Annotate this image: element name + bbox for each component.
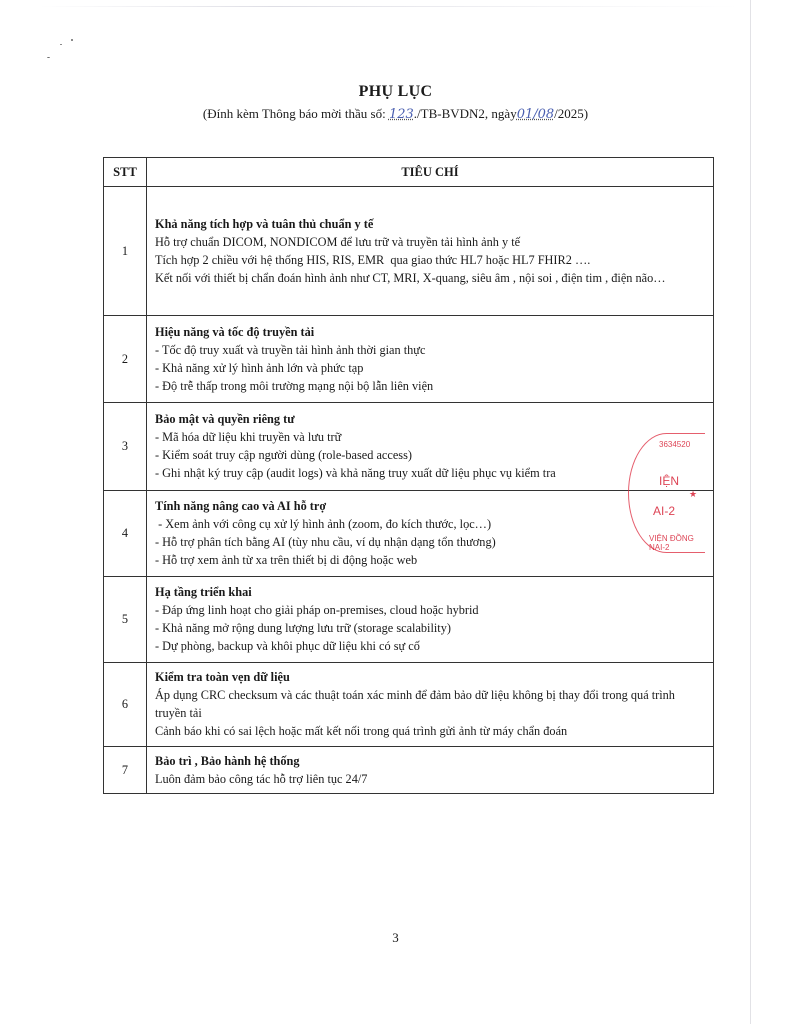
handwritten-date: 01/08 [516, 107, 555, 122]
table-row [104, 187, 714, 316]
scan-speck [47, 57, 50, 58]
table-header-row [104, 158, 714, 187]
handwritten-number: 123 [388, 107, 414, 122]
stamp-code: 3634520 [659, 440, 691, 449]
row-number: 2 [104, 316, 147, 403]
criteria-title: Kiểm tra toàn vẹn dữ liệu [155, 670, 290, 684]
row-number: 4 [104, 491, 147, 577]
scan-speck [71, 39, 73, 41]
scan-speck [60, 44, 62, 45]
criteria-title: Khả năng tích hợp và tuân thủ chuẩn y tế [155, 216, 374, 231]
stamp-star: ★ [689, 489, 698, 499]
criteria-line: Tích hợp 2 chiều với hệ thống HIS, RIS, EMR qua giao thức HL7 hoặc HL7 FHIR2 …. [155, 252, 591, 267]
criteria-line: - Đáp ứng linh hoạt cho giải pháp on-premises, cloud hoặc hybrid [155, 603, 479, 617]
criteria-line: - Tốc độ truy xuất và truyền tải hình ảnh thời gian thực [155, 342, 426, 357]
criteria-line: Hỗ trợ chuẩn DICOM, NONDICOM để lưu trữ và truyền tải hình ảnh y tế [155, 234, 521, 249]
criteria-line: - Khả năng xử lý hình ảnh lớn và phức tạp [155, 360, 364, 375]
subtitle-middle: ./TB-BVDN2, ngày [413, 106, 517, 121]
criteria-table [103, 157, 714, 794]
criteria-cell [147, 187, 714, 316]
stamp-text-1: IỆN [659, 474, 680, 488]
criteria-title: Bảo trì , Bảo hành hệ thống [155, 753, 300, 768]
criteria-line: - Ghi nhật ký truy cập (audit logs) và khả năng truy xuất dữ liệu phục vụ kiểm tra [155, 466, 556, 480]
criteria-cell [147, 663, 714, 747]
scan-edge-right [750, 0, 751, 1024]
column-header-criteria: TIÊU CHÍ [147, 158, 714, 187]
criteria-line: - Hỗ trợ phân tích bằng AI (tùy nhu cầu, ví dụ nhận dạng tổn thương) [155, 535, 496, 549]
criteria-cell [147, 747, 714, 794]
row-number: 7 [104, 747, 147, 794]
criteria-title: Hạ tầng triển khai [155, 585, 252, 599]
page-title: PHỤ LỤC [358, 83, 433, 100]
table-row [104, 403, 714, 491]
criteria-title: Hiệu năng và tốc độ truyền tải [155, 324, 315, 339]
table-row [104, 747, 714, 794]
criteria-line: Luôn đảm bảo công tác hỗ trợ liên tục 24/7 [155, 771, 368, 786]
table-row [104, 663, 714, 747]
table-row [104, 577, 714, 663]
criteria-body [104, 187, 714, 794]
criteria-line: Cảnh báo khi có sai lệch hoặc mất kết nối trong quá trình gửi ảnh từ máy chẩn đoán [155, 724, 568, 738]
criteria-line: - Khả năng mở rộng dung lượng lưu trữ (storage scalability) [155, 621, 451, 635]
criteria-cell [147, 577, 714, 663]
subtitle-suffix: /2025) [554, 106, 589, 121]
stamp-text-2: AI-2 [653, 504, 676, 518]
criteria-line: - Xem ảnh với công cụ xử lý hình ảnh (zoom, đo kích thước, lọc…) [155, 517, 492, 531]
criteria-title: Bảo mật và quyền riêng tư [155, 412, 295, 426]
criteria-line: - Hỗ trợ xem ảnh từ xa trên thiết bị di động hoặc web [155, 553, 418, 567]
red-stamp [628, 433, 705, 553]
row-number: 6 [104, 663, 147, 747]
criteria-line: Kết nối với thiết bị chẩn đoán hình ảnh như CT, MRI, X-quang, siêu âm , nội soi , điện tim , điện não… [155, 270, 666, 285]
row-number: 3 [104, 403, 147, 491]
criteria-line: - Mã hóa dữ liệu khi truyền và lưu trữ [155, 430, 342, 444]
table-row [104, 316, 714, 403]
scan-edge-top [40, 6, 740, 7]
criteria-line: Áp dụng CRC checksum và các thuật toán xác minh để đảm bảo dữ liệu không bị thay đổi trong quá trình truyền tải [155, 688, 679, 720]
criteria-line: - Dự phòng, backup và khôi phục dữ liệu khi có sự cố [155, 639, 420, 653]
criteria-cell [147, 316, 714, 403]
page-number: 3 [392, 930, 399, 945]
page-subtitle [0, 106, 791, 122]
criteria-line: - Kiểm soát truy cập người dùng (role-based access) [155, 448, 412, 462]
table-row [104, 491, 714, 577]
column-header-stt: STT [104, 158, 147, 187]
row-number: 5 [104, 577, 147, 663]
row-number: 1 [104, 187, 147, 316]
subtitle-prefix: (Đính kèm Thông báo mời thầu số: [202, 106, 389, 121]
criteria-line: - Độ trễ thấp trong môi trường mạng nội bộ lẫn liên viện [155, 378, 434, 393]
stamp-arc-text: VIỆN ĐỒNG NAI-2 [649, 534, 694, 552]
criteria-title: Tính năng nâng cao và AI hỗ trợ [155, 499, 327, 513]
